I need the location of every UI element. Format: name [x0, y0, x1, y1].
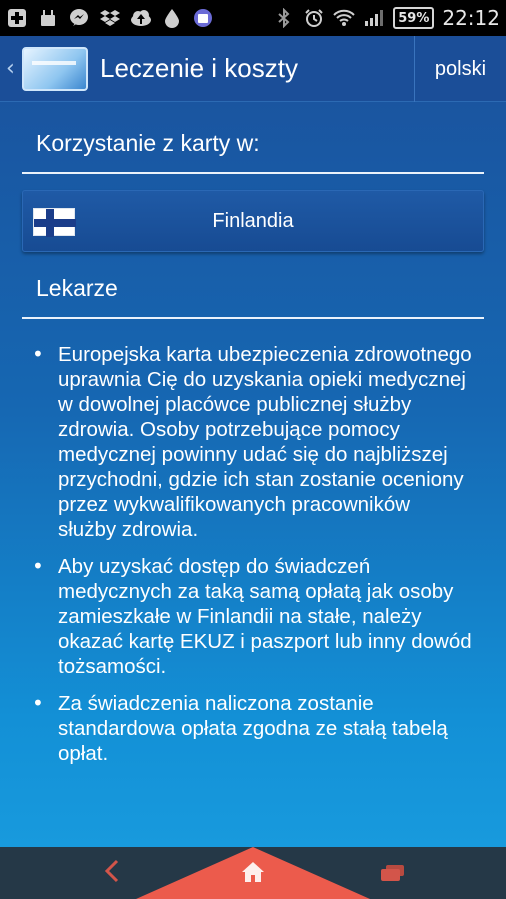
country-name: Finlandia [212, 209, 294, 232]
list-item [32, 554, 472, 679]
language-button[interactable]: polski [434, 57, 487, 80]
divider [22, 172, 484, 174]
list-item-text: Aby uzyskać dostęp do świadczeń medycznych za taką samą opłatą jak osoby zamieszkałe w Finlandii na stałe, należy okazać kartę EKUZ i paszport lub inny dowód tożsamości. [58, 555, 472, 678]
info-list [32, 342, 472, 778]
finland-flag-icon [33, 208, 75, 236]
home-icon[interactable] [240, 860, 266, 884]
back-chevron-icon[interactable]: ‹ [6, 56, 15, 81]
android-icon [37, 7, 59, 29]
app-logo[interactable] [22, 47, 88, 91]
plus-icon [6, 7, 28, 29]
status-bar [0, 0, 506, 36]
bullet-icon: • [32, 691, 44, 715]
list-item-text: Europejska karta ubezpieczenia zdrowotnego uprawnia Cię do uzyskania opieki medycznej w dowolnej placówce publicznej służby zdrowia. Osoby potrzebujące pomocy medycznej powinny udać się do najbliższej przychodni, gdzie ich stan zostanie oceniony przez wykwalifikowanych pracowników służby zdrowia. [58, 343, 472, 541]
notification-icons [6, 7, 214, 29]
section-heading-doctors: Lekarze [36, 275, 118, 301]
bullet-icon: • [32, 554, 44, 578]
page-title: Leczenie i koszty [100, 53, 298, 83]
wifi-icon [333, 7, 355, 29]
list-item-text: Za świadczenia naliczona zostanie standardowa opłata zgodna ze stałą tabelą opłat. [58, 692, 448, 765]
dropbox-icon [99, 7, 121, 29]
back-icon[interactable] [104, 859, 120, 890]
alarm-icon [303, 7, 325, 29]
list-item [32, 691, 472, 766]
drop-icon [161, 7, 183, 29]
clock: 22:12 [442, 6, 500, 30]
battery-indicator: 59% [393, 7, 434, 29]
section-heading-card-usage: Korzystanie z karty w: [36, 130, 260, 156]
messenger-icon [68, 7, 90, 29]
country-select-button[interactable] [22, 190, 484, 252]
bullet-icon: • [32, 342, 44, 366]
upload-cloud-icon [130, 7, 152, 29]
signal-icon [363, 7, 385, 29]
recent-apps-icon[interactable] [380, 864, 406, 882]
system-icons [273, 6, 500, 30]
action-bar [0, 36, 506, 102]
list-item [32, 342, 472, 542]
app-icon [192, 7, 214, 29]
divider [22, 317, 484, 319]
bluetooth-icon [273, 7, 295, 29]
